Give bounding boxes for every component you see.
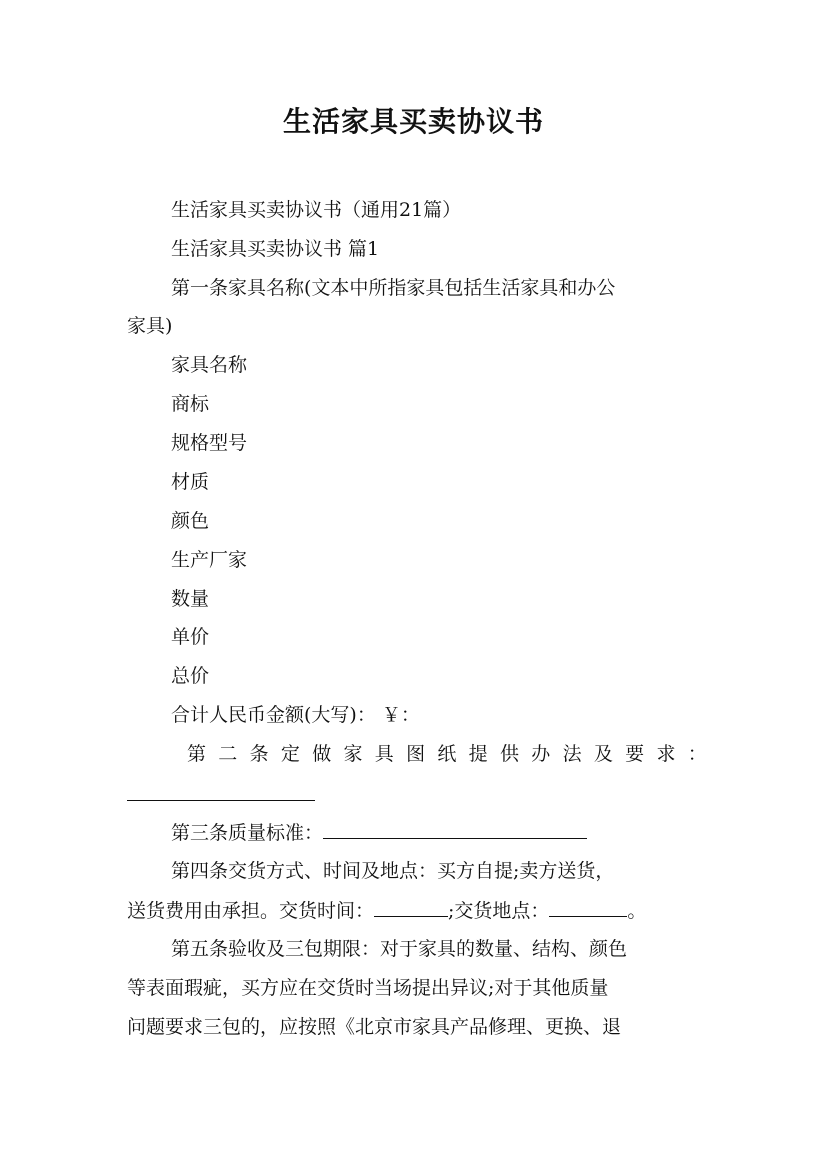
- clause-2: [127, 742, 707, 766]
- clause-1-line-2: 家具): [127, 315, 173, 337]
- clause-2-char: 办: [531, 743, 551, 765]
- field-total-amount: 合计人民币金额(大写)： ￥：: [171, 704, 420, 726]
- field-brand: 商标: [171, 393, 210, 415]
- field-model: 规格型号: [171, 432, 248, 454]
- clause-2-char: 二: [218, 743, 238, 765]
- article-heading: 生活家具买卖协议书 篇1: [171, 238, 380, 260]
- clause-2-char: 第: [187, 743, 207, 765]
- clause-5-line-3: 问题要求三包的，应按照《北京市家具产品修理、更换、退: [127, 1016, 622, 1038]
- delivery-place-text: ;交货地点：: [448, 900, 550, 922]
- clause-2-char: ：: [687, 743, 707, 765]
- clause-2-char: 图: [406, 743, 426, 765]
- subtitle: 生活家具买卖协议书（通用21篇）: [171, 199, 462, 221]
- clause-3-label: 第三条质量标准：: [171, 822, 324, 844]
- fill-in-blank: [549, 898, 627, 917]
- fill-in-blank: [127, 782, 315, 801]
- clause-2-char: 定: [280, 743, 300, 765]
- clause-4-line-2: [127, 898, 646, 923]
- clause-2-char: 家: [343, 743, 363, 765]
- field-color: 颜色: [171, 510, 210, 532]
- clause-3: [171, 820, 587, 845]
- field-unit-price: 单价: [171, 626, 210, 648]
- period-text: 。: [627, 900, 647, 922]
- clause-5-line-2: 等表面瑕疵，买方应在交货时当场提出异议;对于其他质量: [127, 977, 609, 999]
- clause-2-char: 及: [593, 743, 613, 765]
- field-quantity: 数量: [171, 588, 210, 610]
- clause-2-char: 具: [374, 743, 394, 765]
- delivery-fee-text: 送货费用由承担。交货时间：: [127, 900, 375, 922]
- fill-in-blank: [323, 820, 587, 839]
- clause-5-line-1: 第五条验收及三包期限：对于家具的数量、结构、颜色: [171, 938, 628, 960]
- field-material: 材质: [171, 471, 210, 493]
- clause-2-char: 法: [562, 743, 582, 765]
- clause-1-line-1: 第一条家具名称(文本中所指家具包括生活家具和办公: [171, 277, 616, 299]
- clause-2-char: 求: [656, 743, 676, 765]
- field-manufacturer: 生产厂家: [171, 549, 248, 571]
- field-total-price: 总价: [171, 665, 210, 687]
- clause-2-blank: [127, 782, 315, 807]
- clause-4-line-1: 第四条交货方式、时间及地点：买方自提;卖方送货，: [171, 860, 615, 882]
- document-title: 生活家具买卖协议书: [282, 105, 544, 138]
- field-furniture-name: 家具名称: [171, 354, 248, 376]
- clause-2-char: 提: [468, 743, 488, 765]
- fill-in-blank: [374, 898, 448, 917]
- clause-2-char: 条: [249, 743, 269, 765]
- clause-2-char: 要: [625, 743, 645, 765]
- clause-2-char: 纸: [437, 743, 457, 765]
- clause-2-char: 做: [312, 743, 332, 765]
- clause-2-char: 供: [499, 743, 519, 765]
